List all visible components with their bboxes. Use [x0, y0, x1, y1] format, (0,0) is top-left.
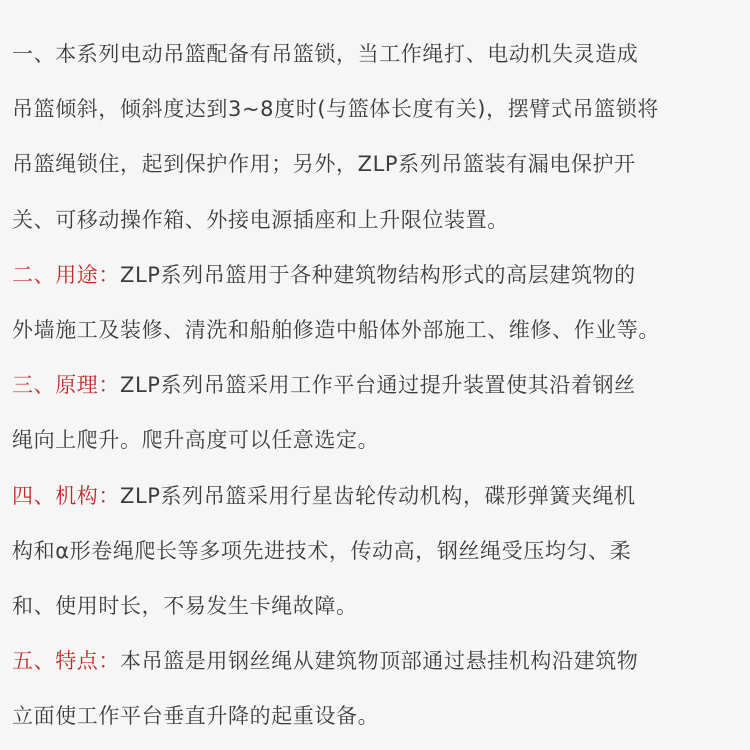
- section-label-mechanism: 四、机构：: [12, 483, 120, 508]
- line: 本吊篮是用钢丝绳从建筑物顶部通过悬挂机构沿建筑物: [120, 649, 639, 674]
- paragraph-usage: [12, 248, 750, 358]
- line: 外墙施工及装修、清洗和船舶修造中船体外部施工、维修、作业等。: [12, 318, 660, 343]
- line: ZLP系列吊篮采用工作平台通过提升装置使其沿着钢丝: [120, 373, 636, 398]
- paragraph-features-intro: [12, 27, 750, 248]
- line: 吊篮倾斜，倾斜度达到3~8度时(与篮体长度有关)，摆臂式吊篮锁将: [12, 97, 659, 122]
- section-label-characteristics: 五、特点：: [12, 649, 120, 674]
- line: 绳向上爬升。爬升高度可以任意选定。: [12, 428, 380, 453]
- line: ZLP系列吊篮用于各种建筑物结构形式的高层建筑物的: [120, 262, 636, 287]
- line: 构和α形卷绳爬长等多项先进技术，传动高，钢丝绳受压均匀、柔: [12, 538, 632, 563]
- paragraph-principle: [12, 358, 750, 468]
- section-label-principle: 三、原理：: [12, 373, 120, 398]
- paragraph-mechanism: [12, 469, 750, 635]
- line: 和、使用时长，不易发生卡绳故障。: [12, 594, 358, 619]
- line: ZLP系列吊篮采用行星齿轮传动机构，碟形弹簧夹绳机: [120, 483, 636, 508]
- line: 立面使工作平台垂直升降的起重设备。: [12, 704, 380, 729]
- section-label-usage: 二、用途：: [12, 262, 120, 287]
- line: 一、本系列电动吊篮配备有吊篮锁，当工作绳打、电动机失灵造成: [12, 42, 639, 66]
- line: 吊篮绳锁住，起到保护作用；另外，ZLP系列吊篮装有漏电保护开: [12, 152, 636, 177]
- line: 关、可移动操作箱、外接电源插座和上升限位装置。: [12, 207, 509, 232]
- paragraph-characteristics: [12, 634, 750, 744]
